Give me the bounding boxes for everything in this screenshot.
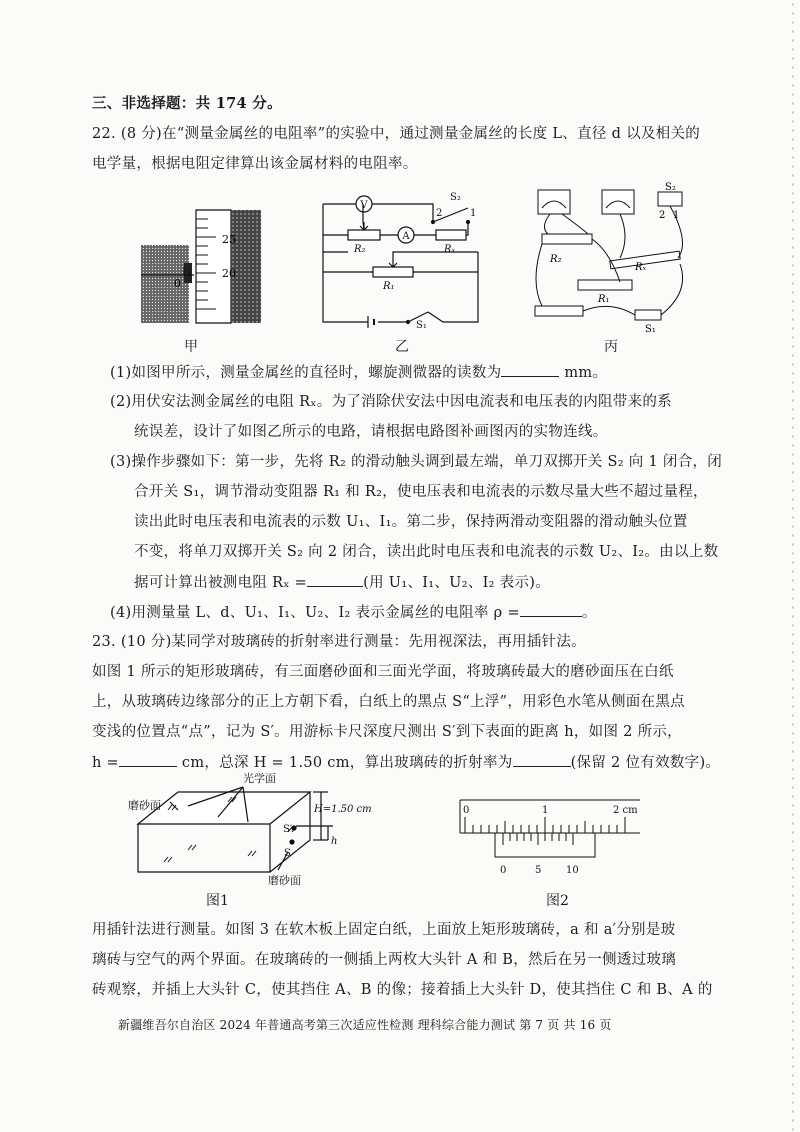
- bing-r1-label: R₁: [598, 294, 610, 305]
- q23-line7: 璃砖与空气的两个界面。在玻璃砖的一侧插上两枚大头针 A 和 B，然后在另一侧透过玻璃: [92, 952, 677, 968]
- micrometer-0-label: 0: [174, 277, 181, 290]
- r2-rheostat: [542, 234, 592, 244]
- voltmeter-label: V: [360, 200, 368, 211]
- fig-jia-caption: 甲: [184, 339, 198, 355]
- q22-line1: 22. (8 分)在“测量金属丝的电阻率”的实验中，通过测量金属丝的长度 L、直径 d 以及相关的: [92, 126, 701, 142]
- fig2-main-0: 0: [463, 805, 470, 816]
- fig-yi-caption: 乙: [395, 339, 409, 355]
- vernier-caliper-figure: [455, 795, 645, 880]
- fig2-caption: 图2: [546, 893, 569, 909]
- q23-line5: [92, 752, 720, 773]
- fig2-main-1: 1: [542, 805, 549, 816]
- voltmeter-device: [538, 190, 570, 214]
- bing-s1-label: S₁: [645, 324, 656, 335]
- page-footer: 新疆维吾尔自治区 2024 年普通高考第三次适应性检测 理科综合能力测试 第 7 页 共 16 页: [118, 1018, 612, 1032]
- q23-line4: 变浅的位置点“点”，记为 S′。用游标卡尺深度尺测出 S′到下表面的距离 h，如图 2 所示，: [92, 724, 682, 740]
- fig2-vernier-5: 5: [535, 865, 542, 876]
- q22-part3-line5-hint: (用 U₁、I₁、U₂、I₂ 表示)。: [363, 575, 551, 591]
- fig1-H-label: H=1.50 cm: [314, 804, 372, 815]
- bing-r2-label: R₂: [550, 254, 562, 265]
- q22-part1-text: (1)如图甲所示，测量金属丝的直径时，螺旋测微器的读数为: [110, 365, 502, 381]
- q22-part3-line3: 读出此时电压表和电流表的示数 U₁、I₁。第二步，保持两滑动变阻器的滑动触头位置: [134, 514, 688, 530]
- q22-part4-end: 。: [581, 605, 597, 621]
- q22-part1-unit: mm。: [564, 365, 608, 381]
- fig2-main-2cm: 2 cm: [613, 805, 638, 816]
- q22-part3-line1: (3)操作步骤如下：第一步，先将 R₂ 的滑动触头调到最左端，单刀双掷开关 S₂ 向 1 闭合，闭: [110, 454, 723, 470]
- page-edge-dots: [790, 0, 796, 1132]
- q22-line2: 电学量，根据电阻定律算出该金属材料的电阻率。: [92, 156, 418, 172]
- q22-part4: [110, 602, 597, 623]
- apparatus-figure: [520, 182, 700, 335]
- fig2-vernier-0: 0: [500, 865, 507, 876]
- q22-part3-line4: 不变，将单刀双掷开关 S₂ 向 2 闭合，读出此时电压表和电流表的示数 U₂、I₂。由以上数: [134, 544, 719, 560]
- fig1-s-label: S: [284, 848, 291, 859]
- bing-terminal-2: 2: [659, 210, 666, 221]
- r2-label: R₂: [354, 244, 366, 255]
- fig1-caption: 图1: [206, 893, 229, 909]
- q23-line2: 如图 1 所示的矩形玻璃砖，有三面磨砂面和三面光学面，将玻璃砖最大的磨砂面压在白纸: [92, 664, 674, 680]
- answer-blank-n[interactable]: [513, 752, 571, 767]
- fig-bing-caption: 丙: [604, 339, 618, 355]
- answer-blank-rx[interactable]: [307, 572, 363, 587]
- s2-terminal-2: 2: [436, 208, 443, 219]
- rx-label: Rₓ: [444, 244, 456, 255]
- r1-rheostat: [578, 280, 632, 290]
- q23-line5-middle: cm，总深 H = 1.50 cm，算出玻璃砖的折射率为: [181, 755, 513, 771]
- micrometer-25-label: 25: [222, 233, 236, 246]
- fig1-h-label: h: [331, 836, 338, 847]
- bing-rx-label: Rₓ: [635, 262, 647, 273]
- q22-part2-line2: 统误差，设计了如图乙所示的电路，请根据电路图补画图丙的实物连线。: [134, 424, 608, 440]
- answer-blank-rho[interactable]: [520, 602, 582, 617]
- s2-terminal-1: 1: [470, 208, 477, 219]
- glass-block-figure: [128, 772, 372, 887]
- q22-part3-line2: 合开关 S₁，调节滑动变阻器 R₁ 和 R₂，使电压表和电流表的示数尽量大些不超过量程，: [134, 484, 708, 500]
- fig1-optical-face-label: 光学面: [243, 772, 276, 785]
- q23-line3: 上，从玻璃砖边缘部分的正上方朝下看，白纸上的黑点 S“上浮”，用彩色水笔从侧面在黑点: [92, 694, 685, 710]
- ammeter-device: [602, 190, 634, 214]
- fig1-frosted-face-top-label: 磨砂面: [128, 799, 161, 812]
- fig2-vernier-10: 10: [566, 865, 579, 876]
- micrometer-figure: [136, 205, 266, 330]
- ammeter-label: A: [402, 231, 410, 242]
- q23-line1: 23. (10 分)某同学对玻璃砖的折射率进行测量：先用视深法，再用插针法。: [92, 634, 586, 650]
- answer-blank-h[interactable]: [119, 752, 177, 767]
- q23-line6: 用插针法进行测量。如图 3 在软木板上固定白纸，上面放上矩形玻璃砖，a 和 a′分别是玻: [92, 922, 676, 938]
- section-header: 三、非选择题：共 174 分。: [92, 95, 282, 112]
- q23-h-label: h =: [92, 755, 119, 771]
- fig1-s-prime-label: S′: [283, 824, 293, 835]
- q22-part4-text: (4)用测量量 L、d、U₁、I₁、U₂、I₂ 表示金属丝的电阻率 ρ =: [110, 605, 520, 621]
- battery: [535, 306, 583, 316]
- circuit-diagram: [318, 192, 483, 331]
- q22-part3-line5: [134, 572, 550, 593]
- fig1-frosted-face-bottom-label: 磨砂面: [268, 874, 301, 887]
- answer-blank-diameter[interactable]: [501, 362, 559, 377]
- q22-part2-line1: (2)用伏安法测金属丝的电阻 Rₓ。为了消除伏安法中因电流表和电压表的内阻带来的系: [110, 394, 673, 410]
- q22-part3-line5-text: 据可计算出被测电阻 Rₓ =: [134, 575, 308, 591]
- micrometer-20-label: 20: [222, 267, 236, 280]
- bing-terminal-1: 1: [673, 210, 680, 221]
- s2-label: S₂: [450, 192, 461, 203]
- q22-part1: [110, 362, 607, 383]
- q23-line5-end: (保留 2 位有效数字)。: [570, 755, 721, 771]
- s2-switch-device: [658, 192, 682, 206]
- s1-switch-device: [635, 310, 661, 320]
- r1-label: R₁: [383, 281, 395, 292]
- bing-s2-label: S₂: [665, 182, 676, 193]
- s1-label: S₁: [416, 320, 427, 331]
- q23-line8: 砖观察，并插上大头针 C，使其挡住 A、B 的像；接着插上大头针 D，使其挡住 C 和 B、A 的: [92, 982, 713, 998]
